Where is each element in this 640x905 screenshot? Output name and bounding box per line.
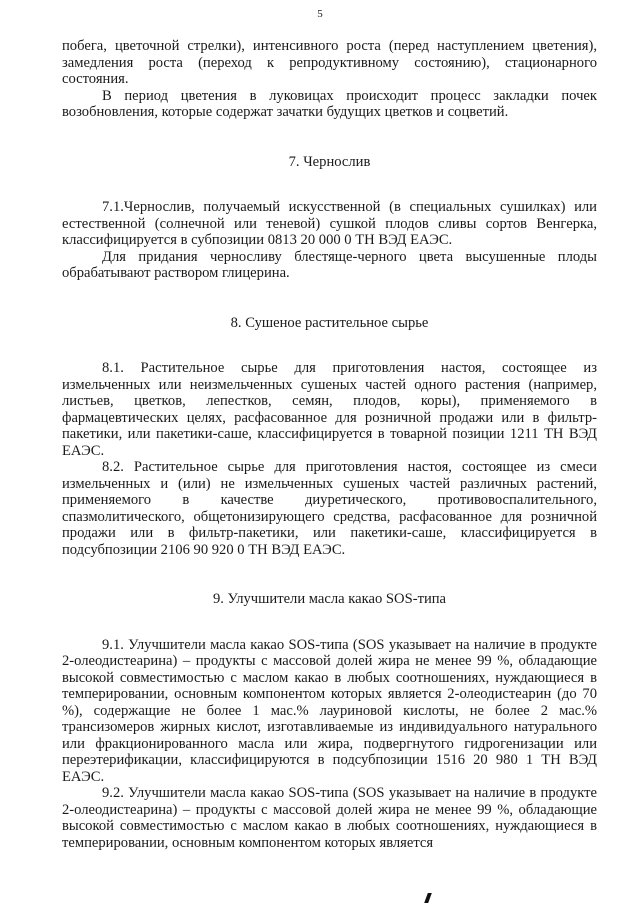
section-7-heading: 7. Чернослив <box>288 153 371 170</box>
section-8-paragraph-2: 8.2. Растительное сырье для приготовления настоя, состоящее из смеси измельченных и (или) не измельченных сушеных частей различных растений, применяемого в качестве диуретического, противовоспалительного, спазмолитического, общетонизирующего средства, расфасованное для розничной продажи или в фильтр-пакетики, или пакетики-саше, классифицируется в подсубпозиции 2106 90 920 0 ТН ВЭД ЕАЭС. <box>62 459 597 558</box>
document-body <box>62 38 597 851</box>
intro-paragraph-1: побега, цветочной стрелки), интенсивного роста (перед наступлением цветения), замедления роста (переход к репродуктивному состоянию), стационарного состояния. <box>62 38 597 87</box>
section-9-heading: 9. Улучшители масла какао SOS-типа <box>212 591 447 607</box>
section-9-paragraph-1: 9.1. Улучшители масла какао SOS-типа (SOS указывает на наличие в продукте 2-олеодистеарина) – продукты с массовой долей жира не менее 99 %, обладающие высокой совместимостью с маслом какао в любых соотношениях, нуждающиеся в темперировании, основным компонентом которых является 2-олеодистеарин (до 70 %), содержащие не более 1 мас.% лауриновой кислоты, не более 2 мас.% трансизомеров жирных кислот, изготавливаемые из индивидуального натурального или фракционированного масла или жира, подвергнутого гидрогенизации или переэтерификации, классифицируются в подсубпозиции 1516 20 980 1 ТН ВЭД ЕАЭС. <box>62 636 597 785</box>
section-8-paragraph-1: 8.1. Растительное сырье для приготовления настоя, состоящее из измельченных или неизмельченных сушеных частей одного растения (например, листьев, цветков, лепестков, семян, плодов, коры), применяемого в фармацевтических целях, расфасованное для розничной продажи или в фильтр-пакетики, или пакетики-саше, классифицируется в товарной позиции 1211 ТН ВЭД ЕАЭС. <box>62 360 597 459</box>
section-7-paragraph-1: 7.1.Чернослив, получаемый искусственной (в специальных сушилках) или естественной (солнечной или теневой) сушкой плодов сливы сортов Венгерка, классифицируется в субпозиции 0813 20 000 0 ТН ВЭД ЕАЭС. <box>62 199 597 248</box>
intro-paragraph-2: В период цветения в луковицах происходит процесс закладки почек возобновления, которые содержат зачатки будущих цветков и соцветий. <box>62 87 597 120</box>
page-number: 5 <box>317 8 323 20</box>
ink-mark <box>424 893 432 903</box>
section-8-heading: 8. Сушеное растительное сырье <box>230 314 429 331</box>
section-7-paragraph-2: Для придания черносливу блестяще-черного цвета высушенные плоды обрабатывают раствором глицерина. <box>62 248 597 281</box>
section-9-paragraph-2: 9.2. Улучшители масла какао SOS-типа (SOS указывает на наличие в продукте 2-олеодистеарина) – продукты с массовой долей жира не менее 99 %, обладающие высокой совместимостью с маслом какао в любых соотношениях, нуждающиеся в темперировании, основным компонентом которых является <box>62 785 597 851</box>
